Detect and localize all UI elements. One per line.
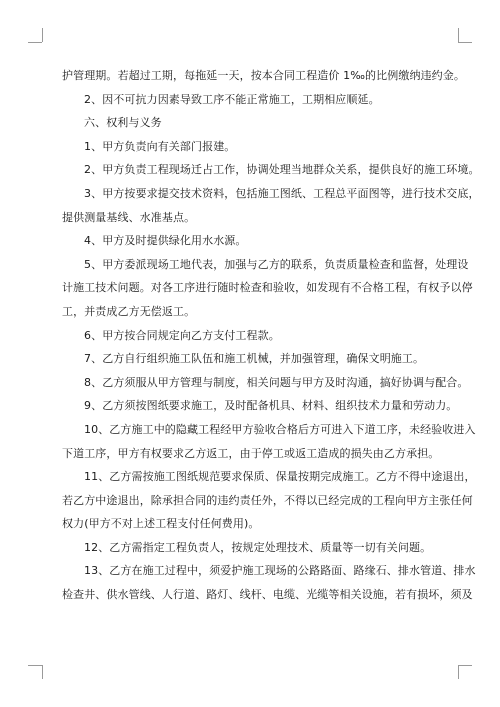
paragraph [62, 394, 458, 418]
text-line: 11、乙方需按施工图纸规范要求保质、保量按期完成施工。乙方不得中途退出， [84, 470, 476, 484]
text-line: 4、甲方及时提供绿化用水水源。 [84, 234, 247, 248]
paragraph [62, 371, 469, 395]
text-line: 2、甲方负责工程现场迁占工作，协调处理当地群众关系，提供良好的施工环境。 [84, 163, 480, 177]
text-line: 8、乙方须服从甲方管理与制度，相关问题与甲方及时沟通，搞好协调与配合。 [84, 375, 469, 389]
paragraph [62, 347, 438, 371]
paragraph [62, 88, 438, 112]
text-line: 13、乙方在施工过程中，须爱护施工现场的公路路面、路缘石、排水管道、排水 [84, 564, 476, 578]
paragraph [62, 135, 438, 159]
text-line: 10、乙方施工中的隐藏工程经甲方验收合格后方可进入下道工序，未经验收进入 [84, 422, 476, 436]
paragraph [62, 253, 473, 324]
text-line: 六、权利与义务 [84, 116, 162, 130]
text-line: 护管理期。若超过工期，每拖延一天，按本合同工程造价 1‰的比例缴纳违约金。 [62, 69, 465, 82]
section-heading [62, 111, 438, 135]
paragraph [62, 559, 476, 606]
text-line: 计施工技术问题。对各工序进行随时检查和验收，如发现有不合格工程，有权予以停 [62, 281, 473, 295]
text-line: 9、乙方须按图纸要求施工，及时配备机具、材料、组织技术力量和劳动力。 [84, 399, 458, 413]
paragraph [62, 229, 438, 253]
paragraph [62, 324, 438, 348]
paragraph [62, 418, 476, 465]
paragraph [62, 158, 480, 182]
text-line: 工，并责成乙方无偿返工。 [62, 304, 196, 318]
paragraph [62, 182, 480, 229]
paragraph [62, 465, 476, 536]
text-line: 3、甲方按要求提交技术资料，包括施工图纸、工程总平面图等，进行技术交底， [84, 186, 480, 200]
document-body [62, 64, 480, 607]
text-line: 7、乙方自行组织施工队伍和施工机械，并加强管理，确保文明施工。 [84, 352, 425, 366]
paragraph [62, 64, 465, 88]
text-line: 12、乙方需指定工程负责人，按规定处理技术、质量等一切有关问题。 [84, 540, 432, 554]
text-line: 1、甲方负责向有关部门报建。 [84, 139, 236, 153]
text-line: 若乙方中途退出，除承担合同的违约责任外，不得以已经完成的工程向甲方主张任何 [62, 493, 473, 507]
text-line: 下道工序，甲方有权要求乙方返工，由于停工或返工造成的损失由乙方承担。 [62, 446, 440, 460]
text-line: 5、甲方委派现场工地代表，加强与乙方的联系，负责质量检查和监督，处理设 [84, 257, 469, 271]
text-line: 2、因不可抗力因素导致工序不能正常施工，工期相应顺延。 [84, 92, 380, 106]
text-line: 6、甲方按合同规定向乙方支付工程款。 [84, 328, 280, 342]
paragraph [62, 536, 438, 560]
text-line: 权力(甲方不对上述工程支付任何费用)。 [62, 517, 260, 531]
text-line: 提供测量基线、水准基点。 [62, 210, 196, 224]
text-line: 检查井、供水管线、人行道、路灯、线杆、电缆、光缆等相关设施，若有损坏，须及 [62, 588, 473, 602]
